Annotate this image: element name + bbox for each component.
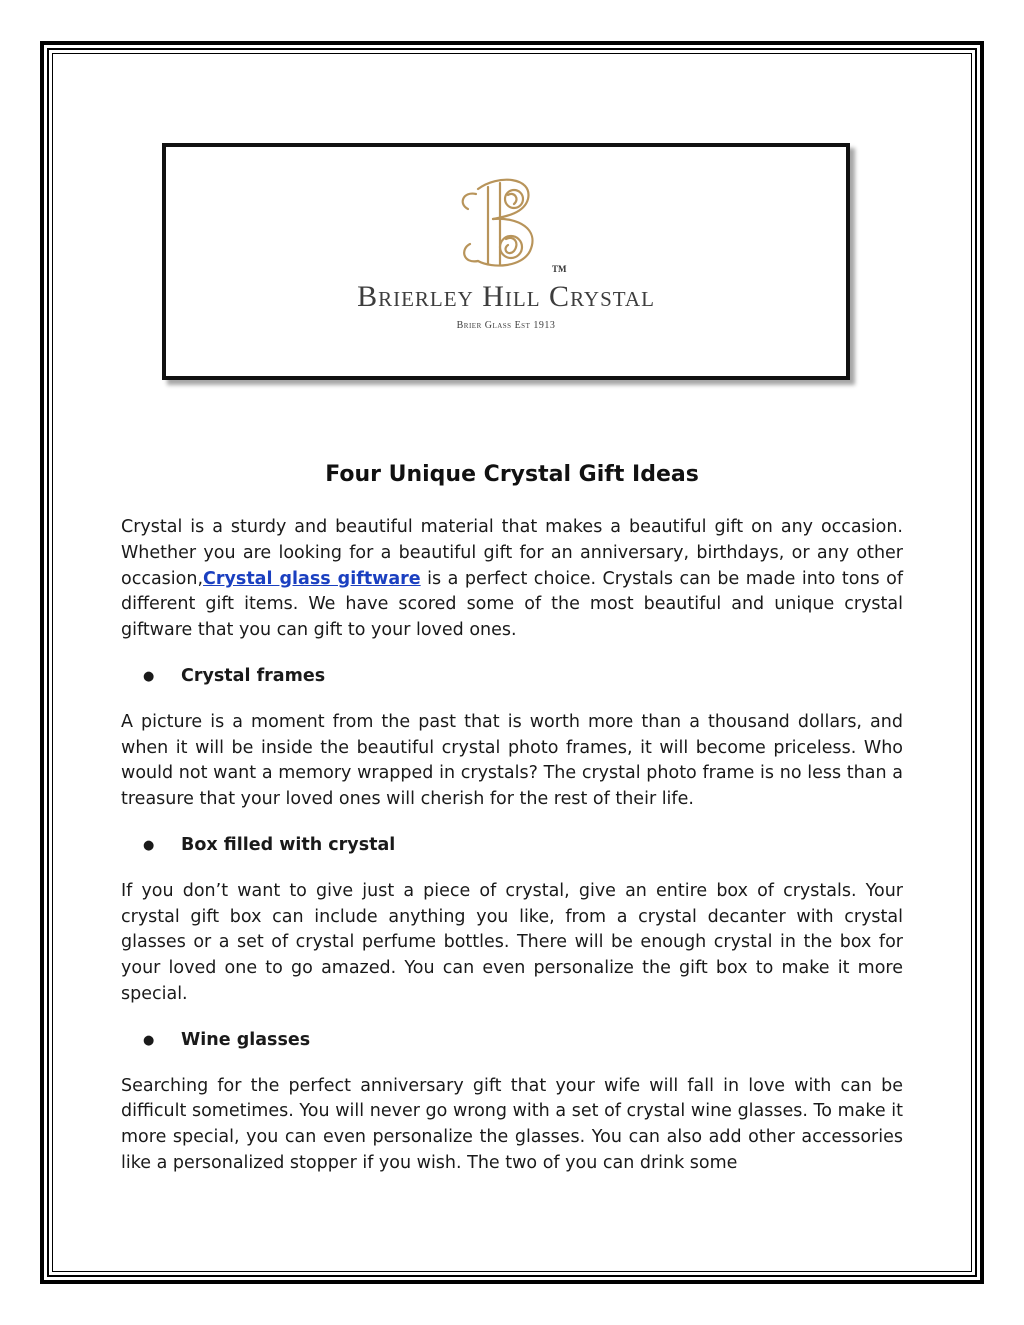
intro-text-before-link: Crystal is a sturdy and beautiful material that makes a beautiful gift on any occasion. Whether you are looking for a beautiful gift for an anniversary, birthdays, or any other occasion, [121,517,903,589]
bullet-icon: ● [143,1032,155,1048]
logo-wordmark: Brierley Hill Crystal [357,280,655,313]
intro-paragraph [121,515,903,644]
section-heading-label: Box filled with crystal [181,834,396,855]
brierley-monogram-logo-icon [448,169,558,279]
section-heading-wine-glasses [121,1028,903,1054]
trademark-symbol: TM [552,264,567,274]
section-body-box-filled: If you don’t want to give just a piece of crystal, give an entire box of crystals. Your crystal gift box can include anything you like, from a crystal decanter with crystal glasses or a set of crystal perfume bottles. There will be enough crystal in the box for your loved one to go amazed. You can even personalize the gift box to make it more special. [121,880,903,1004]
section-body-crystal-frames: A picture is a moment from the past that is worth more than a thousand dollars, and when it will be inside the beautiful crystal photo frames, it will become priceless. Who would not want a memory wrapped in crystals? The crystal photo frame is no less than a treasure that your loved ones will cherish for the rest of their life. [121,711,903,810]
section-heading-label: Wine glasses [181,1029,311,1050]
crystal-glass-giftware-link[interactable]: Crystal glass giftware [203,568,421,589]
logo-tagline: Brier Glass Est 1913 [456,320,556,331]
section-heading-label: Crystal frames [181,665,326,686]
section-heading-crystal-frames [121,664,903,690]
article-title: Four Unique Crystal Gift Ideas [325,462,699,487]
bullet-icon: ● [143,668,155,684]
intro-text-after-link: is a perfect choice. Crystals can be made into tons of different gift items. We have scored some of the most beautiful and unique crystal giftware that you can gift to your loved ones. [121,568,903,641]
section-heading-box-filled [121,833,903,859]
article-body [121,515,903,1197]
logo-banner [162,143,850,380]
section-body-wine-glasses: Searching for the perfect anniversary gift that your wife will fall in love with can be difficult sometimes. You will never go wrong with a set of crystal wine glasses. To make it more special, you can even personalize the glasses. You can also add other accessories like a personalized stopper if you wish. The two of you can drink some [121,1075,903,1173]
bullet-icon: ● [143,837,155,853]
